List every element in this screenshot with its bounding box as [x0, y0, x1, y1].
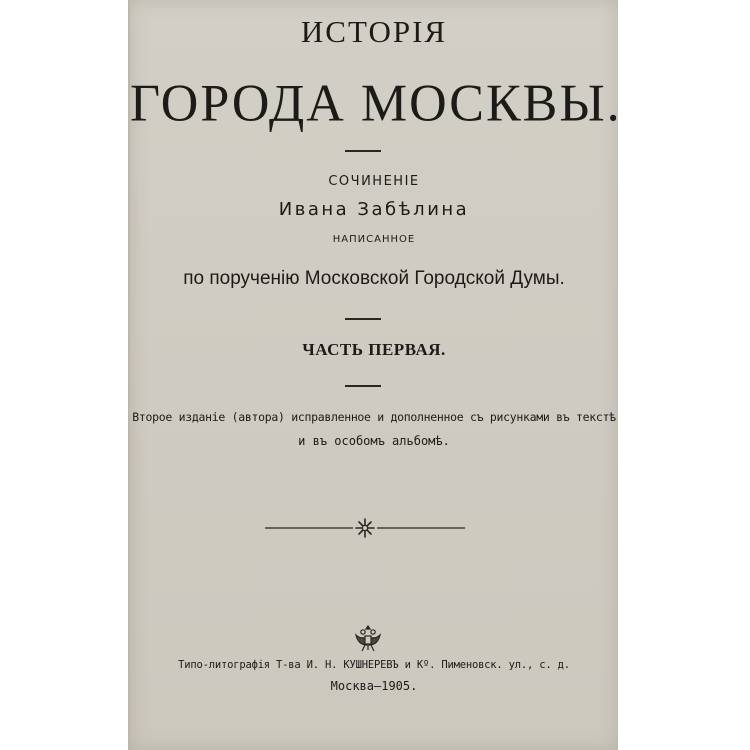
divider-rule [345, 385, 381, 387]
part-heading: ЧАСТЬ ПЕРВАЯ. [302, 340, 446, 359]
composition-label: СОЧИНЕНІЕ [328, 174, 420, 189]
edition-line-2: и въ особомъ альбомѣ. [298, 434, 450, 448]
written-label: НАПИСАННОЕ [332, 234, 416, 245]
divider-rule [345, 150, 381, 152]
commission-line: по порученію Московской Городской Думы. [183, 268, 565, 289]
star-ornament-icon [265, 515, 465, 541]
author-name: Ивана Забѣлина [278, 199, 470, 220]
edition-line-1: Второе изданіе (автора) исправленное и дополненное съ рисунками въ текстѣ [132, 410, 616, 424]
printer-line: Типо-литографія Т-ва И. Н. КУШНЕРЕВЪ и Кº. Пименовск. ул., с. д. [178, 659, 570, 671]
title-line-1: ИСТОРІЯ [300, 14, 448, 49]
double-headed-eagle-icon [352, 623, 384, 655]
title-line-2: ГОРОДА МОСКВЫ. [130, 74, 622, 133]
divider-rule [345, 318, 381, 320]
place-year: Москва—1905. [330, 679, 418, 693]
